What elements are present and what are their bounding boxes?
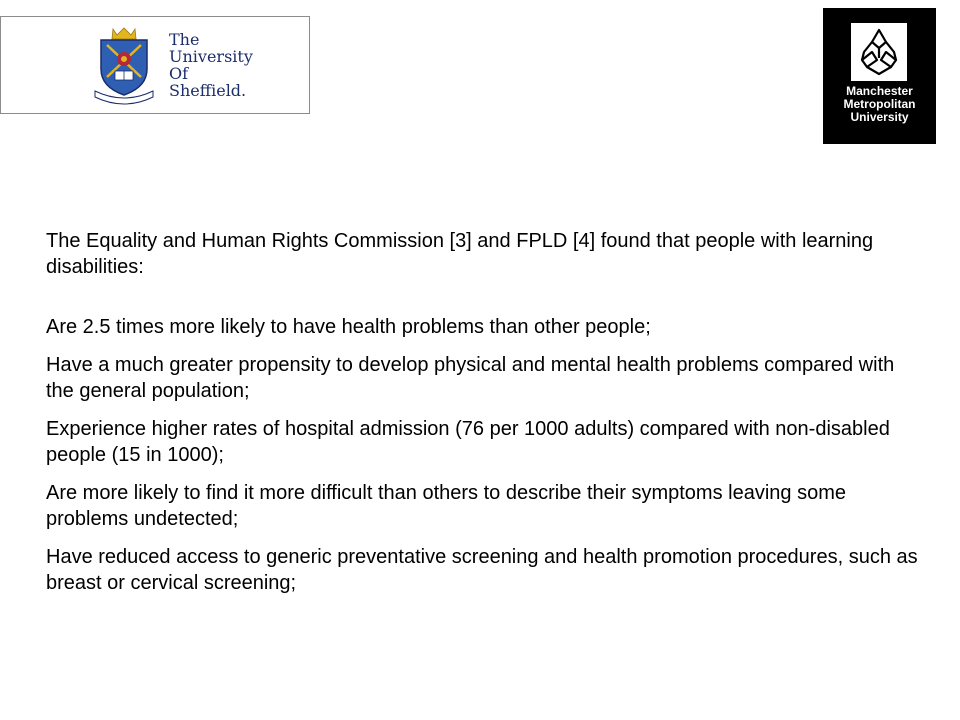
sheffield-crest-icon bbox=[93, 25, 155, 105]
manchester-metropolitan-university-logo bbox=[823, 8, 936, 144]
intro-text: The Equality and Human Rights Commission [3] and FPLD [4] found that people with learning disabilities: bbox=[46, 230, 874, 278]
finding-item: Experience higher rates of hospital admission (76 per 1000 adults) compared with non-disabled people (15 in 1000); bbox=[46, 418, 890, 466]
university-of-sheffield-logo bbox=[0, 16, 310, 114]
mmu-wordmark-line: Metropolitan bbox=[843, 97, 916, 111]
finding-item: Are more likely to find it more difficult than others to describe their symptoms leaving some problems undetected; bbox=[46, 482, 846, 530]
mmu-emblem-icon bbox=[850, 22, 908, 82]
mmu-wordmark-line: Manchester bbox=[846, 84, 913, 98]
finding-item: Have reduced access to generic preventative screening and health promotion procedures, such as breast or cervical screening; bbox=[46, 546, 918, 594]
sheffield-wordmark-line: Sheffield. bbox=[169, 81, 247, 100]
sheffield-wordmark-line: University bbox=[169, 47, 253, 66]
finding-item: Are 2.5 times more likely to have health problems than other people; bbox=[46, 316, 651, 338]
sheffield-wordmark-line: The bbox=[169, 30, 200, 49]
sheffield-wordmark-line: Of bbox=[169, 64, 189, 83]
mmu-wordmark bbox=[823, 85, 936, 124]
slide-body bbox=[46, 228, 926, 608]
finding-item: Have a much greater propensity to develop physical and mental health problems compared with the general population; bbox=[46, 354, 895, 402]
mmu-wordmark-line: University bbox=[850, 110, 909, 124]
sheffield-wordmark bbox=[169, 31, 253, 99]
findings-list bbox=[46, 314, 926, 596]
